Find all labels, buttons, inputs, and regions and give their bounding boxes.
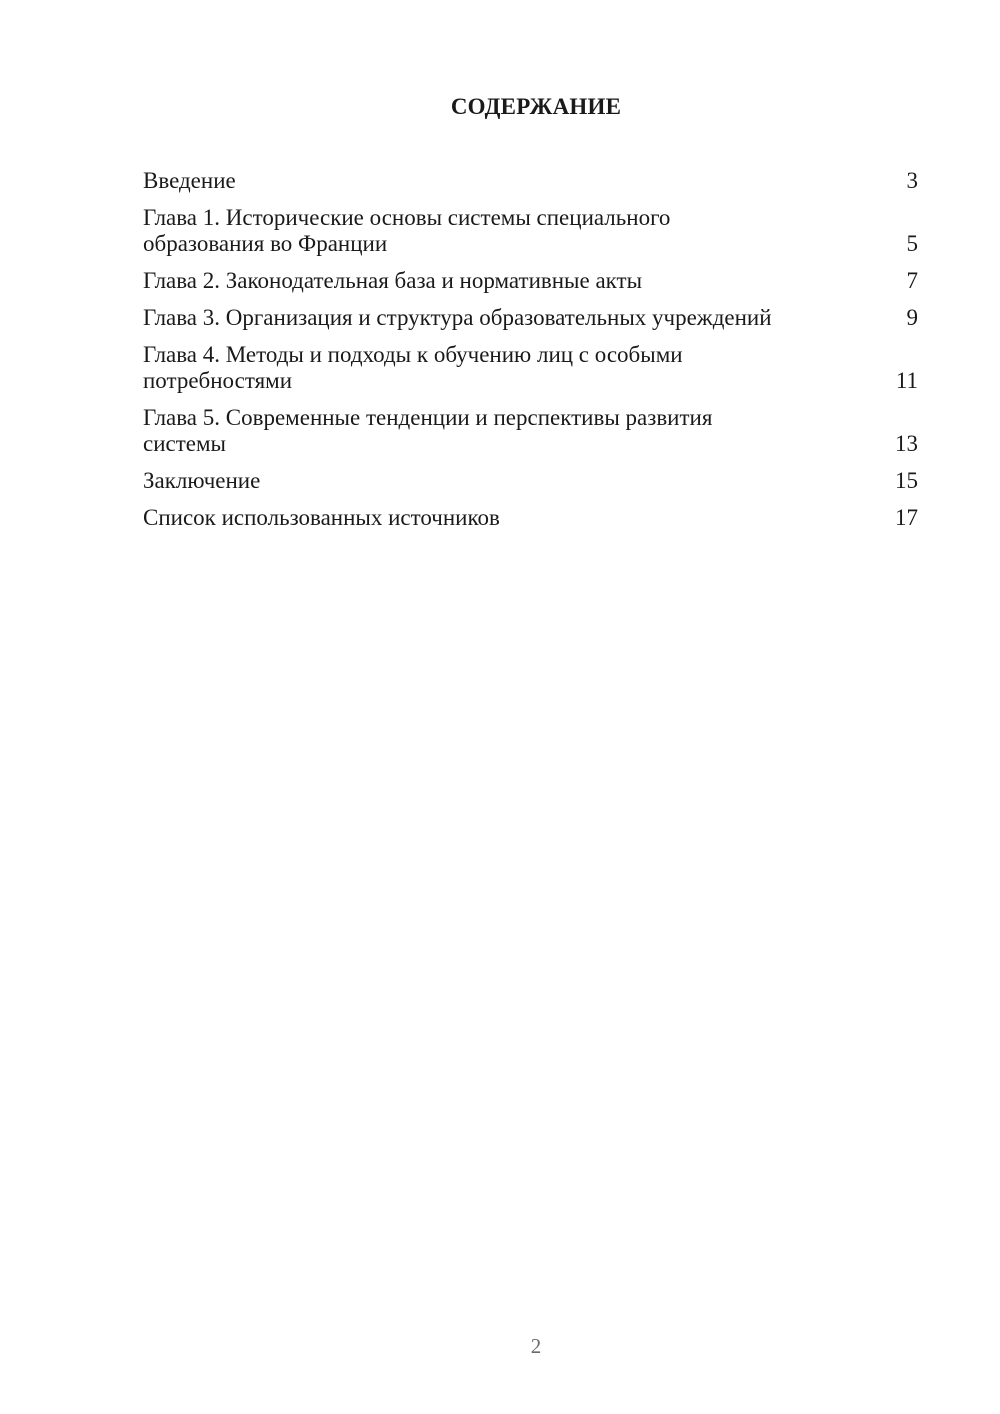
page-number: 2 bbox=[530, 1334, 542, 1358]
toc-entry-chapter-4[interactable] bbox=[143, 342, 918, 394]
toc-entry-page: 17 bbox=[895, 505, 918, 530]
toc-entry-text: Глава 3. Организация и структура образовательных учреждений bbox=[143, 305, 772, 330]
toc-entry-text: Глава 1. Исторические основы системы специального образования во Франции bbox=[143, 205, 671, 256]
toc-entry-page: 7 bbox=[906, 268, 918, 293]
toc-entry-text: Введение bbox=[143, 168, 236, 193]
toc-entry-page: 15 bbox=[895, 468, 918, 493]
toc-entry-page: 13 bbox=[895, 431, 918, 456]
toc-entry-page: 3 bbox=[906, 168, 918, 193]
toc-entry-page: 5 bbox=[906, 231, 918, 256]
toc-entry-introduction[interactable] bbox=[143, 168, 918, 194]
toc-entry-text: Глава 4. Методы и подходы к обучению лиц с особыми потребностями bbox=[143, 342, 683, 393]
toc-entry-chapter-3[interactable] bbox=[143, 305, 918, 331]
toc-entry-chapter-1[interactable] bbox=[143, 205, 918, 257]
toc-entry-text: Глава 5. Современные тенденции и перспективы развития системы bbox=[143, 405, 713, 456]
toc-entry-conclusion[interactable] bbox=[143, 468, 918, 494]
table-of-contents bbox=[143, 168, 918, 542]
toc-entry-text: Список использованных источников bbox=[143, 505, 500, 530]
page-title: СОДЕРЖАНИЕ bbox=[450, 94, 622, 119]
toc-entry-page: 11 bbox=[895, 368, 918, 393]
toc-entry-text: Глава 2. Законодательная база и нормативные акты bbox=[143, 268, 643, 293]
toc-entry-chapter-2[interactable] bbox=[143, 268, 918, 294]
toc-entry-chapter-5[interactable] bbox=[143, 405, 918, 457]
toc-entry-page: 9 bbox=[906, 305, 918, 330]
toc-entry-text: Заключение bbox=[143, 468, 261, 493]
toc-entry-references[interactable] bbox=[143, 505, 918, 531]
